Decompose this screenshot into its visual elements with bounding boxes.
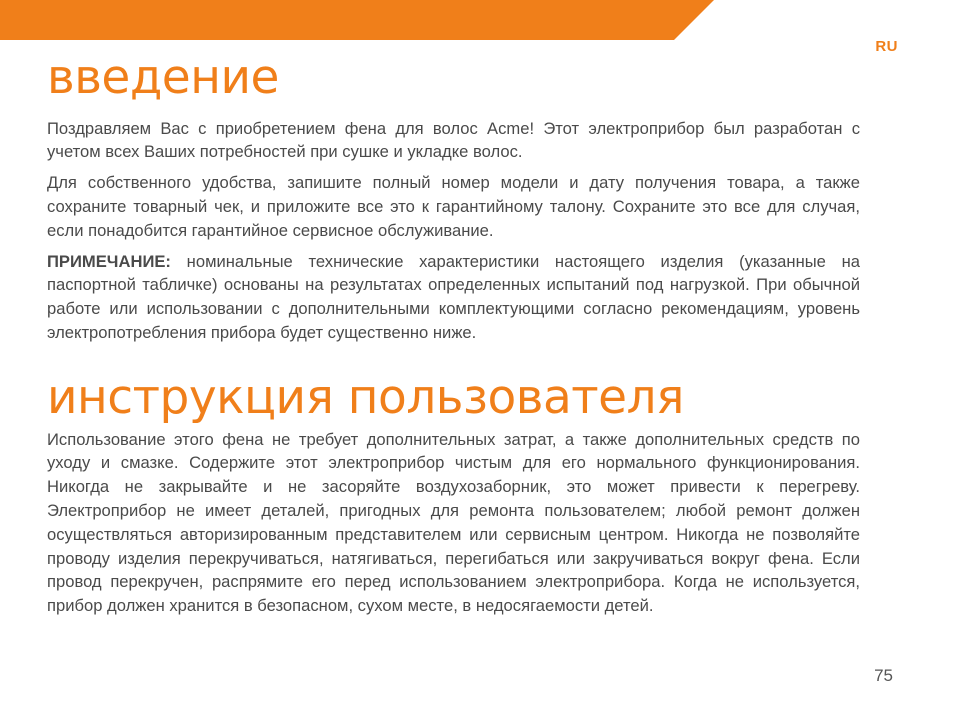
note-text: номинальные технические характеристики настоящего изделия (указанные на паспортной табличке) основаны на результатах определенных испытаний под нагрузкой. При обычной работе или использовании с дополнительными комплектующими согласно рекомендациям, уровень электропотребления прибора будет существенно ниже. bbox=[47, 251, 860, 343]
top-banner bbox=[0, 0, 954, 40]
intro-note bbox=[47, 250, 860, 345]
instructions-section bbox=[47, 369, 860, 618]
instructions-title: инструкция пользователя bbox=[47, 369, 684, 425]
top-banner-shape bbox=[0, 0, 714, 40]
instructions-paragraph-1: Использование этого фена не требует дополнительных затрат, а также дополнительных средств по уходу и смазке. Содержите этот электроприбор чистым для его нормального функционирования. Никогда не закрывайте и не засоряйте воздухозаборник, это может привести к перегреву. Электроприбор не имеет деталей, пригодных для ремонта пользователем; любой ремонт должен осуществляться авторизированным представителем или сервисным центром. Никогда не позволяйте проводу изделия перекручиваться, натягиваться, перегибаться или закручиваться вокруг фена. Если провод перекручен, распрямите его перед использованием электроприбора. Когда не используется, прибор должен хранится в безопасном, сухом месте, в недосягаемости детей. bbox=[47, 429, 860, 616]
intro-section bbox=[47, 52, 860, 345]
page-content bbox=[47, 52, 860, 625]
language-label: RU bbox=[875, 38, 898, 55]
intro-paragraph-2: Для собственного удобства, запишите полный номер модели и дату получения товара, а также сохраните товарный чек, и приложите все это к гарантийному талону. Сохраните это все для случая, если понадобится гарантийное сервисное обслуживание. bbox=[47, 173, 860, 240]
intro-paragraph-1: Поздравляем Вас с приобретением фена для волос Acme! Этот электроприбор был разработан с учетом всех Ваших потребностей при сушке и укладке волос. bbox=[47, 118, 860, 162]
note-label: ПРИМЕЧАНИЕ: bbox=[47, 251, 171, 271]
page-number: 75 bbox=[874, 666, 893, 685]
intro-title: введение bbox=[47, 50, 279, 105]
